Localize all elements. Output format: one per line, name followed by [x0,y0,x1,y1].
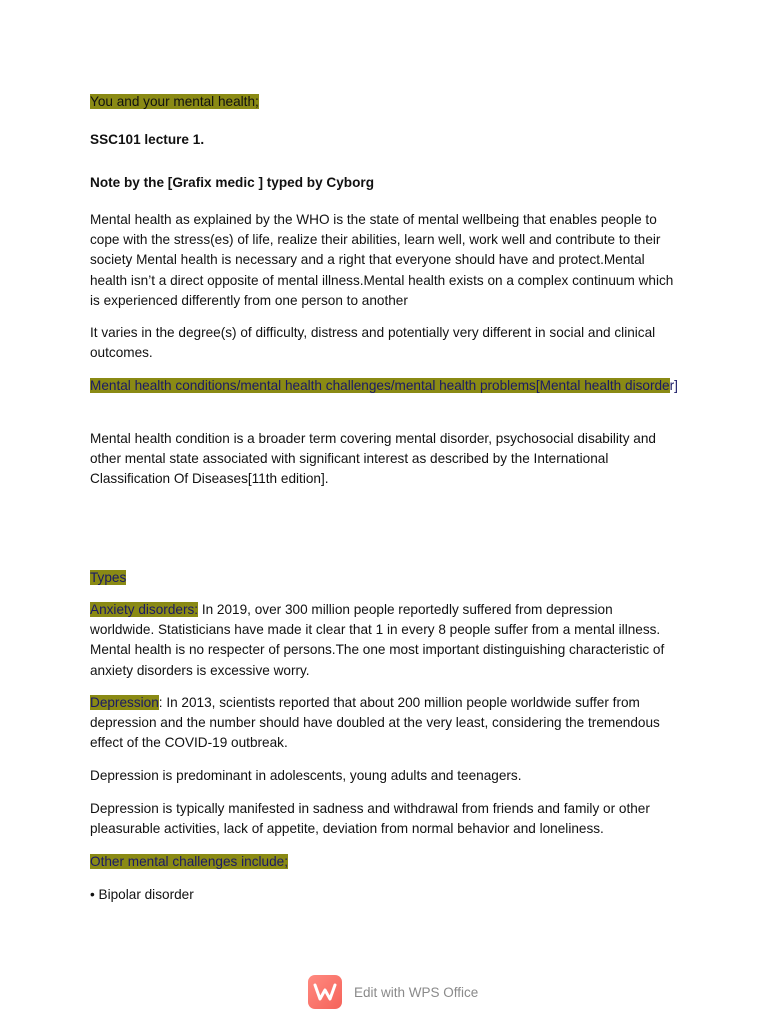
other-challenges-heading-block [90,852,680,872]
wps-edit-text: Edit with WPS Office [354,984,479,1000]
types-heading-block [90,568,680,588]
depression-label: Depression [90,695,159,710]
other-challenges-heading: Other mental challenges include; [90,854,288,869]
types-heading: Types [90,570,127,585]
paragraph-definition: Mental health as explained by the WHO is the state of mental wellbeing that enables people to cope with the stress(es) of life, realize their abilities, learn well, work well and contribute to their society Mental health is necessary and a right that everyone should have and protect.Mental health isn’t a direct opposite of mental illness.Mental health exists on a complex continuum which is experienced differently from one person to another [90,212,674,308]
paragraph-variation: It varies in the degree(s) of difficulty, distress and potentially very different in social and clinical outcomes. [90,325,656,361]
course-title: SSC101 lecture 1. [90,132,205,147]
conditions-heading [90,376,680,396]
conditions-heading-highlight: Mental health conditions/mental health challenges/mental health problems[Mental health disorde [90,378,670,393]
document-heading-block [90,92,680,112]
depression-text: : In 2013, scientists reported that about 200 million people worldwide suffer from depression and the number should have doubled at the very least, considering the tremendous effect of the COVID-19 outbreak. [90,695,660,751]
paragraph-depression-demographics: Depression is predominant in adolescents, young adults and teenagers. [90,768,522,783]
wps-edit-link[interactable] [308,975,478,1009]
anxiety-text: In 2019, over 300 million people reportedly suffered from depression worldwide. Statisticians have made it clear that 1 in every 8 people suffer from a mental illness. Mental health is no respecter of persons.The one most important distinguishing characteristic of anxiety disorders is excessive worry. [90,602,665,678]
list-item: • Bipolar disorder [90,887,194,902]
paragraph-conditions: Mental health condition is a broader term covering mental disorder, psychosocial disability and other mental state associated with significant interest as described by the International Classification Of Diseases[11th edition]. [90,431,656,487]
conditions-heading-tail: r] [669,378,678,393]
note-credit: Note by the [Grafix medic ] typed by Cyborg [90,175,375,190]
paragraph-depression-symptoms: Depression is typically manifested in sadness and withdrawal from friends and family or other pleasurable activities, lack of appetite, deviation from normal behavior and loneliness. [90,801,650,837]
paragraph-anxiety [90,600,680,681]
anxiety-label: Anxiety disorders: [90,602,199,617]
document-heading: You and your mental health; [90,94,259,109]
wps-office-logo-icon [308,975,342,1009]
paragraph-depression [90,693,680,754]
